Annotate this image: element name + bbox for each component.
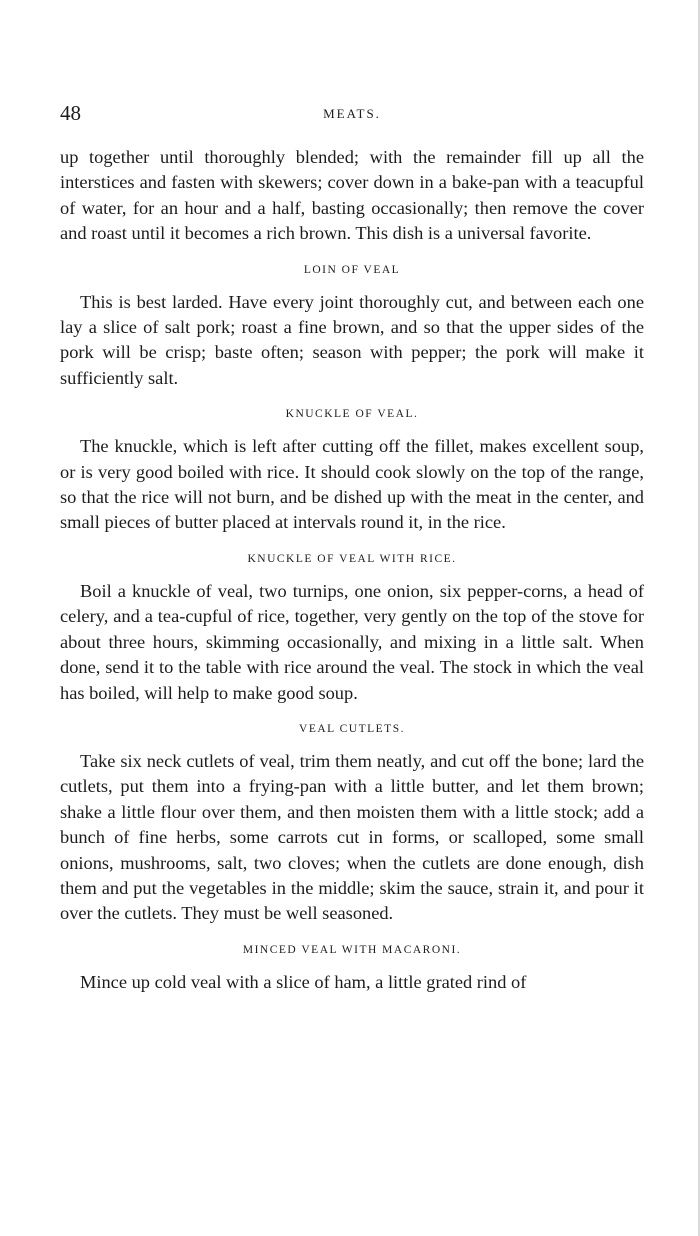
- recipe-text-minced-veal-with-macaroni: Mince up cold veal with a slice of ham, a little grated rind of: [80, 971, 527, 992]
- recipe-heading-loin-of-veal: LOIN OF VEAL: [303, 263, 401, 276]
- page-number: 48: [60, 101, 81, 125]
- recipe-heading-minced-veal-with-macaroni: MINCED VEAL WITH MACARONI.: [242, 943, 462, 956]
- continued-paragraph: up together until thoroughly blended; with the remainder fill up all the interstices and fasten with skewers; cover down in a bake-pan with a teacupful of water, for an hour and a half, basting occasionally; then remove the cover and roast until it becomes a rich brown. This dish is a universal favorite.: [60, 147, 644, 244]
- page-header: [60, 100, 644, 130]
- recipe-heading-knuckle-of-veal-with-rice: KNUCKLE OF VEAL WITH RICE.: [247, 552, 457, 565]
- recipe-heading-knuckle-of-veal: KNUCKLE OF VEAL.: [285, 408, 419, 421]
- running-head: MEATS.: [323, 106, 381, 121]
- recipe-text-knuckle-of-veal: The knuckle, which is left after cutting off the fillet, makes excellent soup, or is very good boiled with rice. It should cook slowly on the top of the range, so that the rice will not burn, and be dished up with the meat in the center, and small pieces of butter placed at intervals round it, in the rice.: [60, 436, 644, 533]
- recipe-heading-veal-cutlets: VEAL CUTLETS.: [299, 722, 405, 735]
- recipe-text-knuckle-of-veal-with-rice: Boil a knuckle of veal, two turnips, one onion, six pepper-corns, a head of celery, and a tea-cupful of rice, together, very gently on the top of the stove for about three hours, skimming occasionally, and mixing in a little salt. When done, send it to the table with rice around the veal. The stock in which the veal has boiled, will help to make good soup.: [60, 580, 644, 703]
- page-content: [60, 145, 644, 995]
- recipe-text-loin-of-veal: This is best larded. Have every joint thoroughly cut, and between each one lay a slice of salt pork; roast a fine brown, and so that the upper sides of the pork will be crisp; baste often; season with pepper; the pork will make it sufficiently salt.: [60, 291, 644, 388]
- recipe-text-veal-cutlets: Take six neck cutlets of veal, trim them neatly, and cut off the bone; lard the cutlets, put them into a frying-pan with a little butter, and let them brown; shake a little flour over them, and then moisten them with a little stock; add a bunch of fine herbs, some carrots cut in forms, or scalloped, some small onions, mushrooms, salt, two cloves; when the cutlets are done enough, dish them and put the vegetables in the middle; skim the sauce, strain it, and pour it over the cutlets. They must be well seasoned.: [60, 750, 644, 924]
